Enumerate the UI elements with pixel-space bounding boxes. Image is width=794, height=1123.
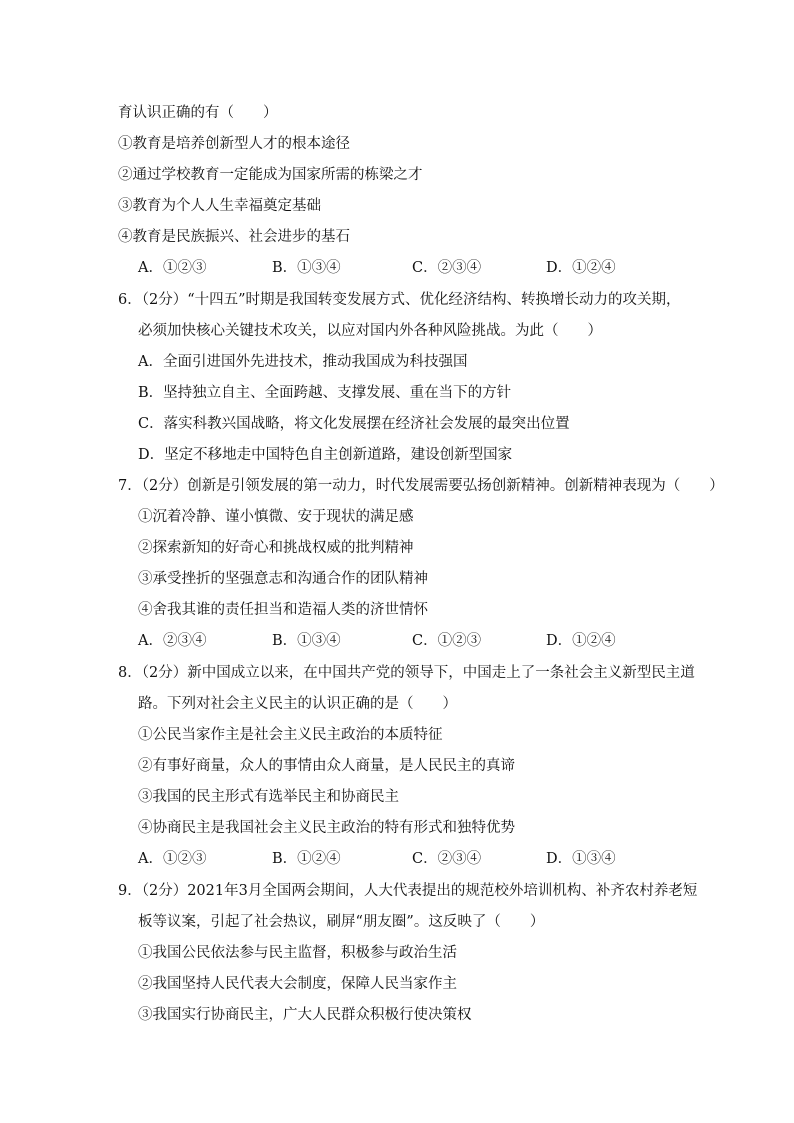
q8-option-a: A．①②③ (138, 851, 207, 867)
q9-item-3: ③我国实行协商民主，广大人民群众积极行使决策权 (138, 1007, 472, 1023)
q7-item-3: ③承受挫折的坚强意志和沟通合作的团队精神 (138, 571, 428, 587)
q6-choice-b: B．坚持独立自主、全面跨越、支撑发展、重在当下的方针 (138, 385, 512, 401)
q8-item-1: ①公民当家作主是社会主义民主政治的本质特征 (138, 727, 443, 743)
q5-option-b: B．①③④ (272, 260, 341, 276)
q8-item-2: ②有事好商量，众人的事情由众人商量，是人民民主的真谛 (138, 758, 515, 774)
q8-item-4: ④协商民主是我国社会主义民主政治的特有形式和独特优势 (138, 820, 515, 836)
q7-stem-line1: 7．（2分）创新是引领发展的第一动力，时代发展需要弘扬创新精神。创新精神表现为（ ） (118, 478, 724, 494)
q6-choice-c: C．落实科教兴国战略，将文化发展摆在经济社会发展的最突出位置 (138, 416, 570, 432)
q7-item-1: ①沉着冷静、谨小慎微、安于现状的满足感 (138, 509, 414, 525)
q7-option-b: B．①③④ (272, 633, 341, 649)
q9-stem-line1: 9．（2分）2021年3月全国两会期间，人大代表提出的规范校外培训机构、补齐农村养老短 (118, 883, 698, 899)
q5-item-3: ③教育为个人人生幸福奠定基础 (118, 198, 321, 214)
q7-option-a: A．②③④ (138, 633, 207, 649)
q6-choice-a: A．全面引进国外先进技术，推动我国成为科技强国 (138, 354, 468, 370)
q6-choice-d: D．坚定不移地走中国特色自主创新道路，建设创新型国家 (138, 447, 513, 463)
q7-option-d: D．①②④ (546, 633, 616, 649)
q6-stem-line1: 6．（2分）“十四五”时期是我国转变发展方式、优化经济结构、转换增长动力的攻关期， (118, 292, 681, 308)
q7-options (138, 631, 658, 651)
q8-stem-line2: 路。下列对社会主义民主的认识正确的是（ ） (138, 696, 457, 712)
q8-stem-line1: 8．（2分）新中国成立以来，在中国共产党的领导下，中国走上了一条社会主义新型民主道 (118, 665, 695, 681)
q5-options (138, 258, 658, 278)
q7-item-2: ②探索新知的好奇心和挑战权威的批判精神 (138, 540, 414, 556)
q8-options (138, 849, 658, 869)
q8-item-3: ③我国的民主形式有选举民主和协商民主 (138, 789, 399, 805)
q8-option-d: D．①③④ (546, 851, 616, 867)
q9-item-1: ①我国公民依法参与民主监督，积极参与政治生活 (138, 945, 457, 961)
q9-stem-line2: 板等议案，引起了社会热议，刷屏“朋友圈”。这反映了（ ） (138, 914, 545, 930)
q5-option-d: D．①②④ (546, 260, 616, 276)
q6-stem-line2: 必须加快核心关键技术攻关，以应对国内外各种风险挑战。为此（ ） (138, 323, 602, 339)
q7-item-4: ④舍我其谁的责任担当和造福人类的济世情怀 (138, 602, 428, 618)
q5-item-4: ④教育是民族振兴、社会进步的基石 (118, 229, 350, 245)
q5-item-2: ②通过学校教育一定能成为国家所需的栋梁之才 (118, 167, 423, 183)
q5-item-1: ①教育是培养创新型人才的根本途径 (118, 136, 350, 152)
q8-option-b: B．①②④ (272, 851, 341, 867)
q5-option-c: C．②③④ (412, 260, 482, 276)
q8-option-c: C．②③④ (412, 851, 482, 867)
q5-option-a: A．①②③ (138, 260, 207, 276)
q9-item-2: ②我国坚持人民代表大会制度，保障人民当家作主 (138, 976, 457, 992)
q7-option-c: C．①②③ (412, 633, 482, 649)
q5-stem-tail: 育认识正确的有（ ） (118, 105, 278, 121)
